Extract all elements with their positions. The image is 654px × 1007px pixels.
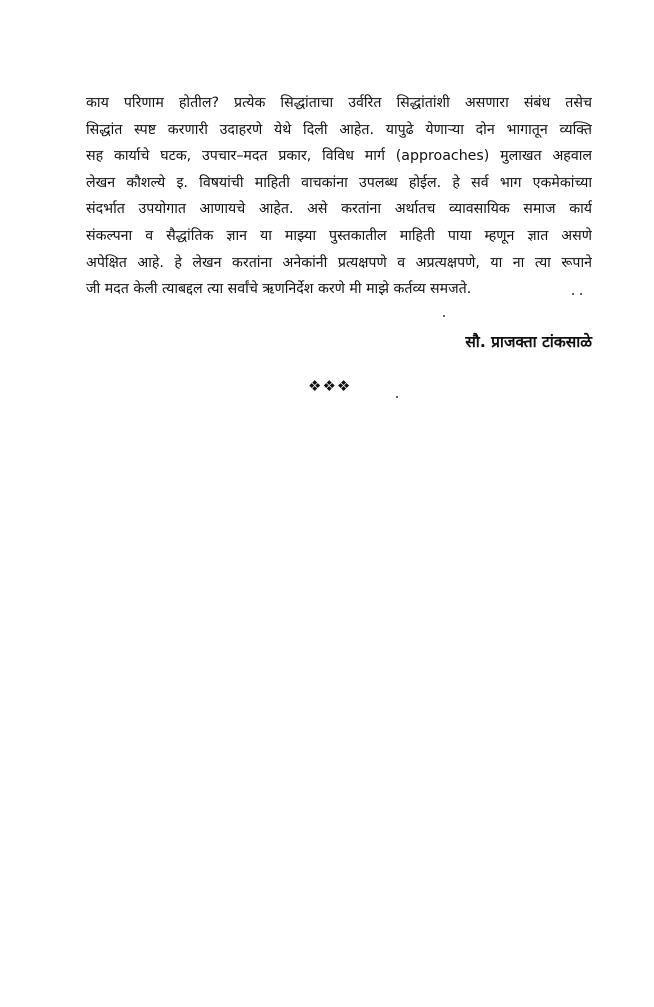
scan-speck (572, 293, 574, 295)
paragraph-line: संदर्भात उपयोगात आणायचे आहेत. असे करतांना अर्थातच व्यावसायिक समाज कार्य (86, 201, 592, 218)
section-ornament: ❖❖❖ (308, 377, 352, 395)
paragraph-line: जी मदत केली त्याबद्दल त्या सर्वांचे ऋणनिर्देश करणे मी माझे कर्तव्य समजते. (86, 281, 472, 298)
paragraph-line: लेखन कौशल्ये इ. विषयांची माहिती वाचकांना उपलब्ध होईल. हे सर्व भाग एकमेकांच्या (86, 174, 592, 191)
scan-speck (443, 315, 445, 317)
author-signature: सौ. प्राजक्ता टांकसाळे (465, 333, 592, 351)
paragraph-line: सह कार्याचे घटक, उपचार–मदत प्रकार, विविध मार्ग (approaches) मुलाखत अहवाल (86, 148, 592, 165)
paragraph-line: अपेक्षित आहे. हे लेखन करतांना अनेकांनी प्रत्यक्षपणे व अप्रत्यक्षपणे, या ना त्या रूपाने (86, 254, 592, 271)
paragraph-line: संकल्पना व सैद्धांतिक ज्ञान या माझ्या पुस्तकातील माहिती पाया म्हणून ज्ञात असणे (86, 227, 592, 244)
paragraph-line: सिद्धांत स्पष्ट करणारी उदाहरणे येथे दिली आहेत. यापुढे येणाऱ्या दोन भागातून व्यक्ति (86, 121, 592, 138)
scan-speck (396, 396, 398, 398)
paragraph-line: काय परिणाम होतील? प्रत्येक सिद्धांताचा उर्वरित सिद्धांतांशी असणारा संबंध तसेच (86, 95, 592, 111)
scan-speck (580, 293, 582, 295)
preface-paragraph (86, 90, 592, 303)
